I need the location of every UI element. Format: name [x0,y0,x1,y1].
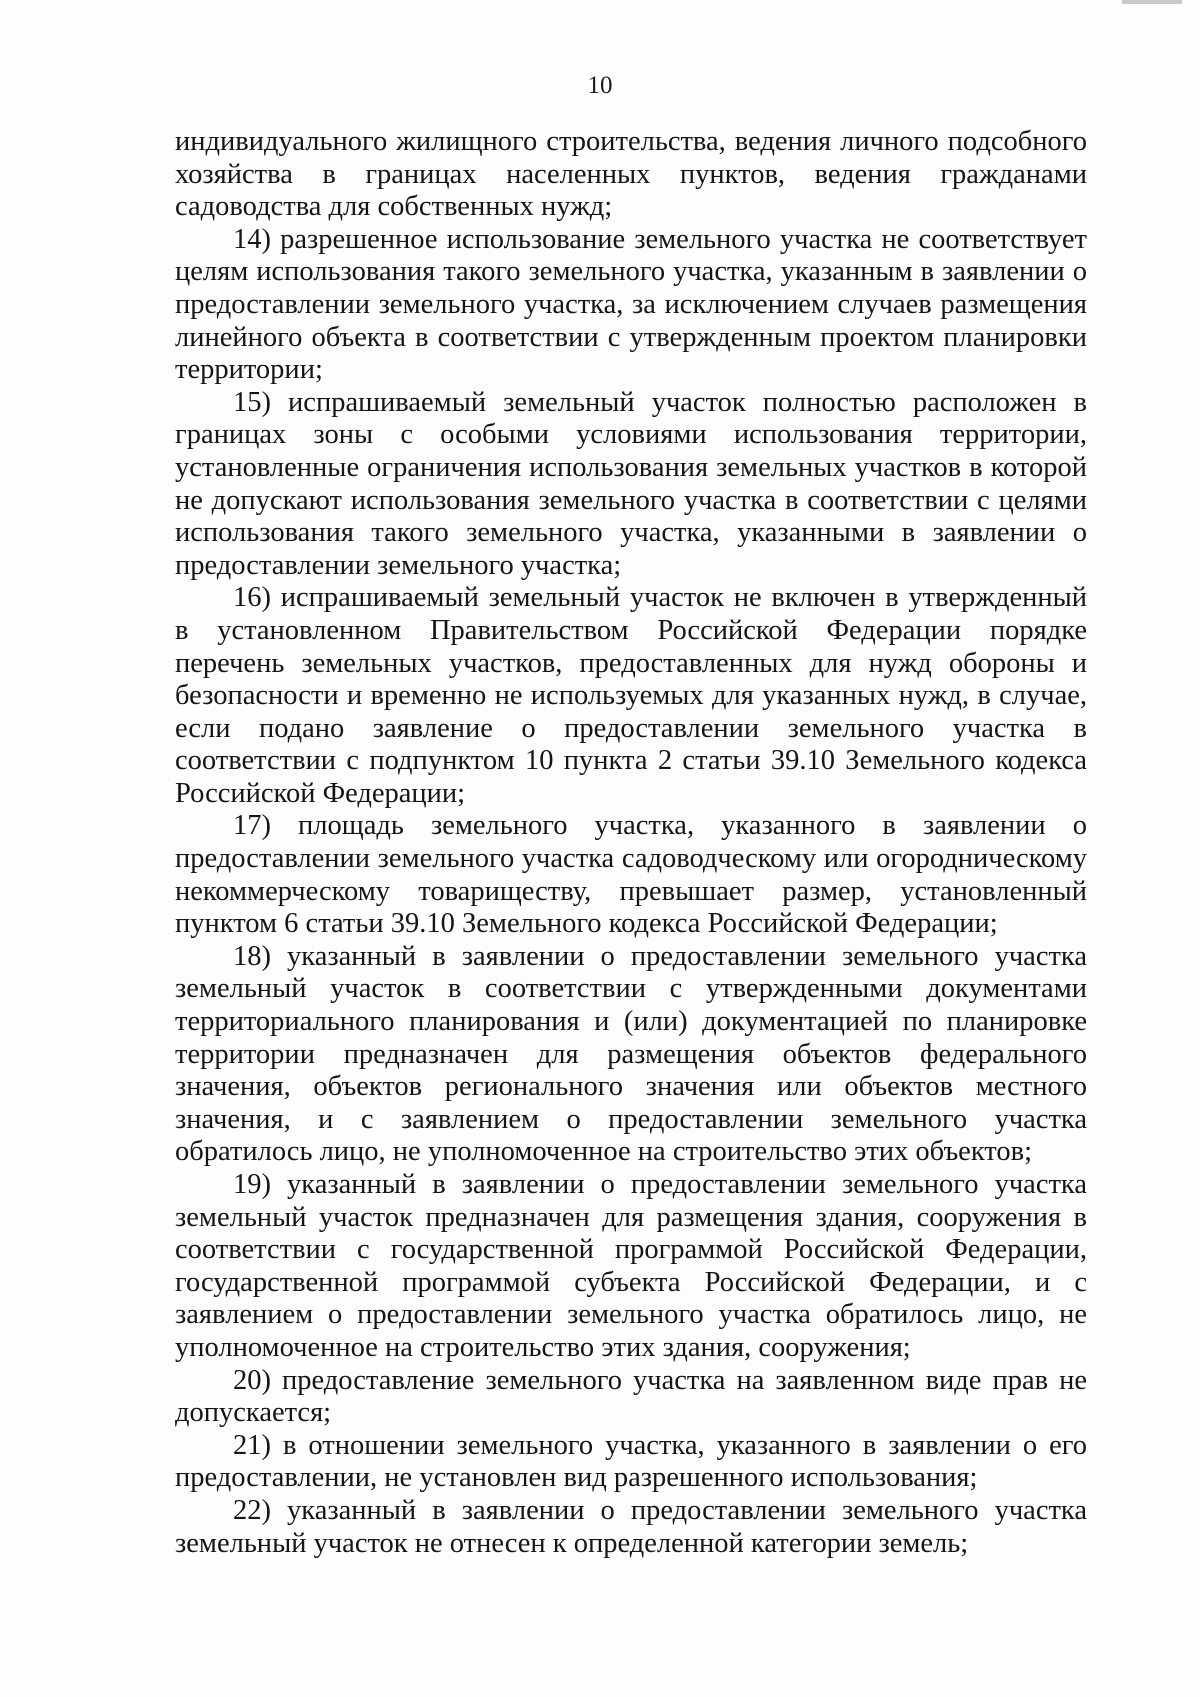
paragraph-continuation: индивидуального жилищного строительства, ведения личного подсобного хозяйства в границах населенных пунктов, ведения гражданами садоводства для собственных нужд; [175,126,1087,223]
document-body [175,126,1087,1560]
paragraph-item-19: 19) указанный в заявлении о предоставлении земельного участка земельный участок предназначен для размещения здания, сооружения в соответствии с государственной программой Российской Федерации, государственной программой субъекта Российской Федерации, и с заявлением о предоставлении земельного участка обратилось лицо, не уполномоченное на строительство этих здания, сооружения; [175,1169,1087,1363]
paragraph-item-15: 15) испрашиваемый земельный участок полностью расположен в границах зоны с особыми условиями использования территории, установленные ограничения использования земельных участков в которой не допускают использования земельного участка в соответствии с целями использования такого земельного участка, указанными в заявлении о предоставлении земельного участка; [175,386,1087,581]
paragraph-item-18: 18) указанный в заявлении о предоставлении земельного участка земельный участок в соответствии с утвержденными документами территориального планирования и (или) документацией по планировке территории предназначен для размещения объектов федерального значения, объектов регионального значения или объектов местного значения, и с заявлением о предоставлении земельного участка обратилось лицо, не уполномоченное на строительство этих объектов; [175,940,1087,1168]
paragraph-item-21: 21) в отношении земельного участка, указанного в заявлении о его предоставлении, не установлен вид разрешенного использования; [175,1429,1087,1494]
paragraph-item-16: 16) испрашиваемый земельный участок не включен в утвержденный в установленном Правительством Российской Федерации порядке перечень земельных участков, предоставленных для нужд обороны и безопасности и временно не используемых для указанных нужд, в случае, если подано заявление о предоставлении земельного участка в соответствии с подпунктом 10 пункта 2 статьи 39.10 Земельного кодекса Российской Федерации; [175,582,1087,809]
scan-edge-mark [1122,0,1182,4]
paragraph-item-17: 17) площадь земельного участка, указанного в заявлении о предоставлении земельного участка садоводческому или огородническому некоммерческому товариществу, превышает размер, установленный пунктом 6 статьи 39.10 Земельного кодекса Российской Федерации; [175,810,1087,940]
page-number: 10 [587,72,613,99]
paragraph-item-20: 20) предоставление земельного участка на заявленном виде прав не допускается; [175,1364,1087,1429]
paragraph-item-22: 22) указанный в заявлении о предоставлении земельного участка земельный участок не отнесен к определенной категории земель; [175,1494,1087,1559]
paragraph-item-14: 14) разрешенное использование земельного участка не соответствует целям использования такого земельного участка, указанным в заявлении о предоставлении земельного участка, за исключением случаев размещения линейного объекта в соответствии с утвержденным проектом планировки территории; [175,223,1087,386]
